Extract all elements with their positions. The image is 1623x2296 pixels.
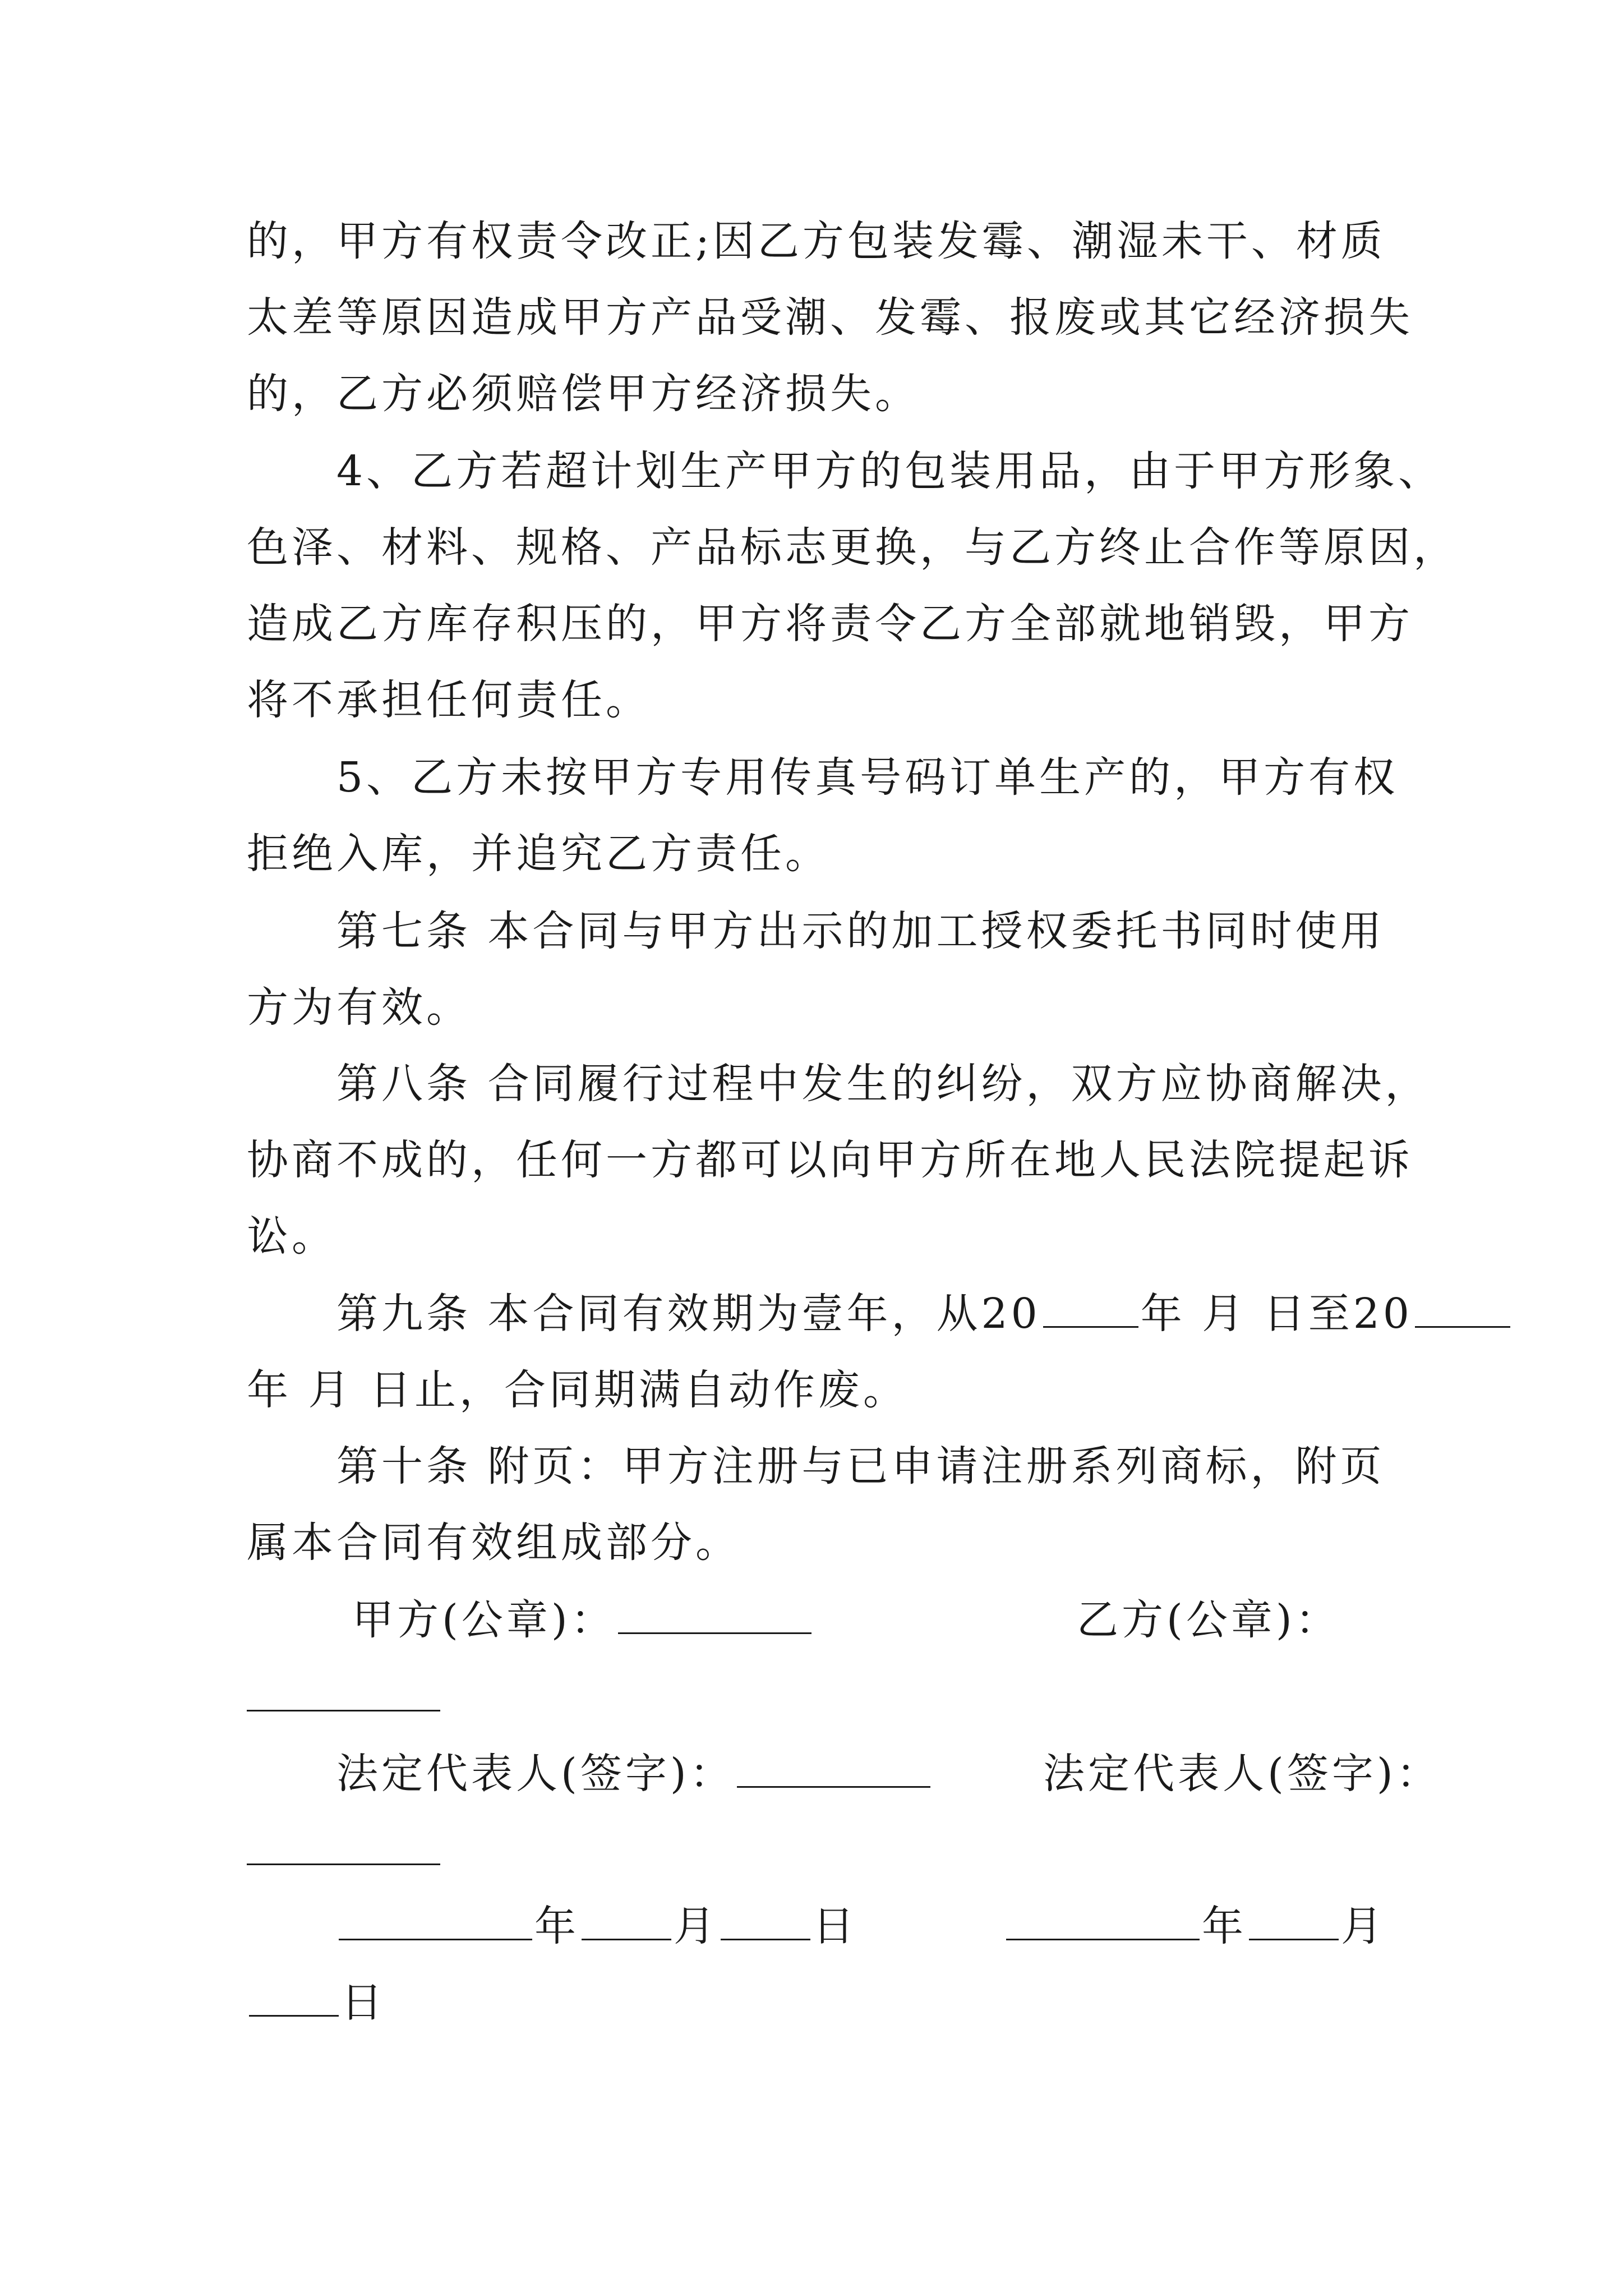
party-a-rep-field[interactable] (737, 1747, 930, 1788)
party-b-date-row-cont (247, 1975, 386, 2031)
party-a-seal-row (352, 1592, 814, 1648)
article-9-line (336, 1286, 1513, 1342)
party-a-month-field[interactable] (582, 1899, 671, 1940)
party-a-seal-field[interactable] (618, 1593, 811, 1634)
article-9-line: 年 月 日止，合同期满自动作废。 (247, 1366, 909, 1414)
party-a-rep-row (336, 1746, 933, 1802)
party-b-date-row (1004, 1898, 1386, 1954)
party-b-seal-field[interactable] (247, 1710, 440, 1711)
party-b-day-field[interactable] (249, 1976, 339, 2017)
month-label: 月 (674, 1902, 718, 1950)
party-a-rep-label: 法定代表人(签字)： (336, 1750, 735, 1798)
article-10-line: 属本合同有效组成部分。 (247, 1519, 740, 1567)
party-a-seal-label: 甲方(公章)： (352, 1596, 616, 1644)
year-blank[interactable] (1415, 1287, 1510, 1328)
year-blank[interactable] (1043, 1287, 1138, 1328)
paragraph-line: 的，乙方必须赔偿甲方经济损失。 (247, 370, 920, 418)
month-label: 月 (1341, 1902, 1386, 1950)
paragraph-line: 拒绝入库，并追究乙方责任。 (247, 830, 830, 878)
party-a-year-field[interactable] (339, 1899, 532, 1940)
article-8-line: 协商不成的，任何一方都可以向甲方所在地人民法院提起诉 (247, 1136, 1413, 1184)
article-7-line: 第七条 本合同与甲方出示的加工授权委托书同时使用 (336, 907, 1385, 955)
party-b-month-field[interactable] (1249, 1899, 1339, 1940)
party-b-rep-field[interactable] (247, 1864, 440, 1865)
article-9-text: 第九条 本合同有效期为壹年，从20 (336, 1290, 1041, 1338)
day-label: 日 (813, 1902, 857, 1950)
party-b-seal-label: 乙方(公章)： (1077, 1596, 1340, 1644)
day-label: 日 (341, 1978, 386, 2027)
paragraph-line: 4、乙方若超计划生产甲方的包装用品，由于甲方形象、 (336, 447, 1444, 495)
article-8-line: 讼。 (247, 1212, 336, 1260)
article-10-line: 第十条 附页：甲方注册与已申请注册系列商标，附页 (336, 1442, 1385, 1490)
paragraph-line: 将不承担任何责任。 (247, 676, 651, 724)
article-7-line: 方为有效。 (247, 983, 471, 1032)
article-9-text: 年 月 日至20 (1140, 1290, 1413, 1338)
party-b-year-field[interactable] (1006, 1899, 1200, 1940)
party-a-date-row (336, 1898, 857, 1954)
paragraph-line: 的，甲方有权责令改正;因乙方包装发霉、潮湿未干、材质 (247, 217, 1386, 265)
party-b-rep-label: 法定代表人(签字)： (1043, 1750, 1441, 1798)
article-8-line: 第八条 合同履行过程中发生的纠纷，双方应协商解决， (336, 1060, 1430, 1108)
party-a-day-field[interactable] (721, 1899, 810, 1940)
year-label: 年 (534, 1902, 579, 1950)
paragraph-line: 太差等原因造成甲方产品受潮、发霉、报废或其它经济损失 (247, 293, 1413, 342)
paragraph-line: 色泽、材料、规格、产品标志更换，与乙方终止合作等原因， (247, 523, 1458, 572)
paragraph-line: 造成乙方库存积压的，甲方将责令乙方全部就地销毁，甲方 (247, 600, 1413, 648)
paragraph-line: 5、乙方未按甲方专用传真号码订单生产的，甲方有权 (336, 753, 1399, 802)
year-label: 年 (1202, 1902, 1247, 1950)
